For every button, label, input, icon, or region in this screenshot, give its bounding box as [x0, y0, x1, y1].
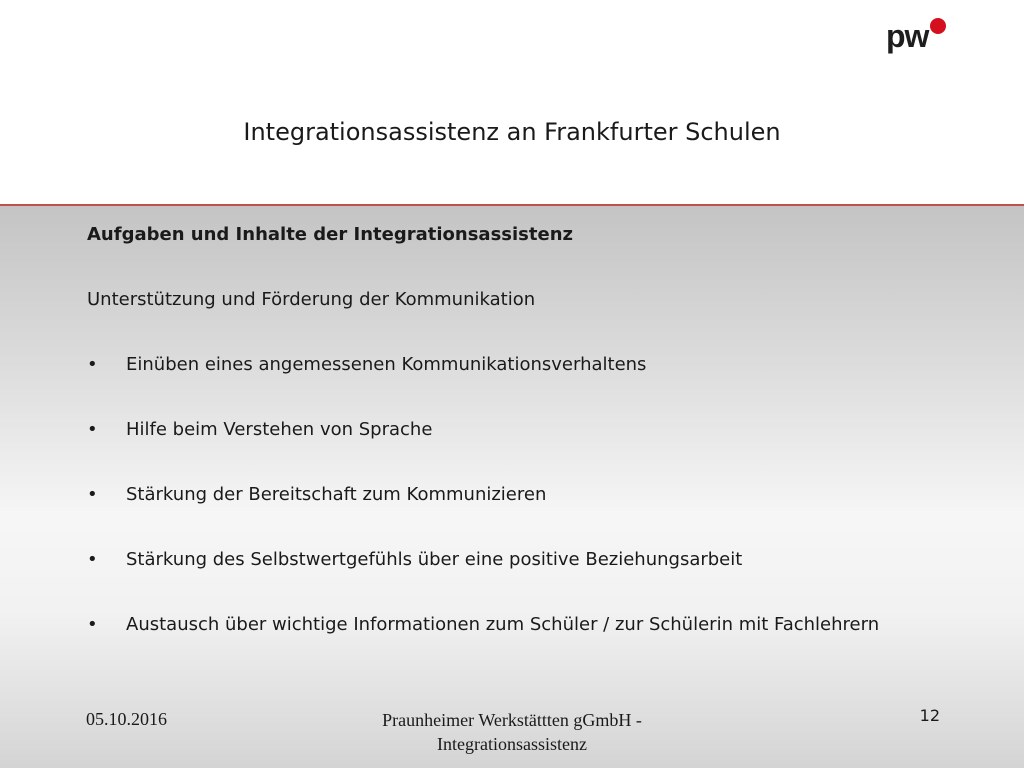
- page-number: 12: [919, 706, 940, 725]
- footer-organization: [312, 708, 712, 756]
- bullet-text: Hilfe beim Verstehen von Sprache: [126, 419, 433, 440]
- intro-text: Unterstützung und Förderung der Kommunikation: [87, 289, 536, 310]
- logo-text: pw: [886, 18, 929, 54]
- bullet-icon: •: [87, 614, 98, 635]
- bullet-icon: •: [87, 549, 98, 570]
- bullet-item: [87, 417, 887, 443]
- bullet-text: Stärkung des Selbstwertgefühls über eine positive Beziehungsarbeit: [126, 549, 743, 570]
- bullet-item: [87, 612, 887, 638]
- slide-header: [0, 0, 1024, 205]
- bullet-list: [87, 352, 887, 677]
- bullet-text: Einüben eines angemessenen Kommunikationsverhaltens: [126, 354, 647, 375]
- bullet-icon: •: [87, 354, 98, 375]
- bullet-item: [87, 547, 887, 573]
- bullet-item: [87, 352, 887, 378]
- bullet-text: Austausch über wichtige Informationen zum Schüler / zur Schülerin mit Fachlehrern: [126, 614, 880, 635]
- footer-organization-line1: Praunheimer Werkstättten gGmbH -: [382, 710, 642, 730]
- logo-dot-icon: [930, 18, 946, 34]
- footer-date: 05.10.2016: [86, 709, 167, 729]
- footer-organization-line2: Integrationsassistenz: [437, 734, 587, 754]
- bullet-item: [87, 482, 887, 508]
- section-heading: Aufgaben und Inhalte der Integrationsassistenz: [87, 224, 573, 245]
- company-logo: [886, 14, 956, 58]
- slide-title: Integrationsassistenz an Frankfurter Schulen: [243, 118, 781, 146]
- bullet-text: Stärkung der Bereitschaft zum Kommunizieren: [126, 484, 547, 505]
- bullet-icon: •: [87, 484, 98, 505]
- bullet-icon: •: [87, 419, 98, 440]
